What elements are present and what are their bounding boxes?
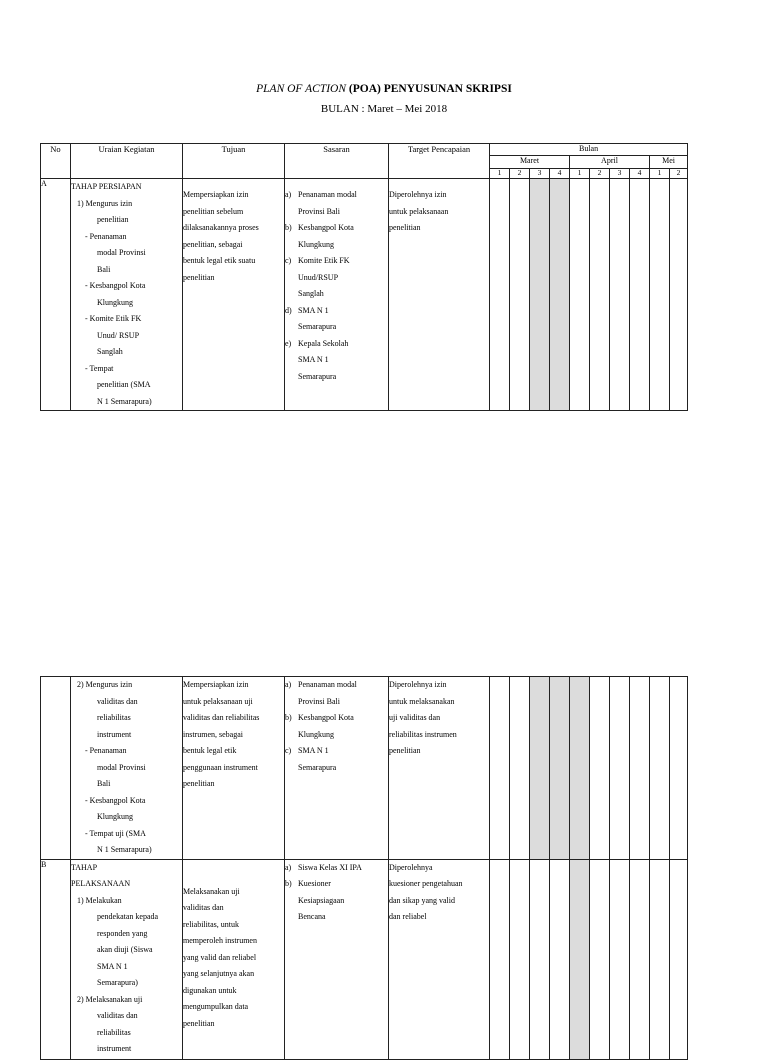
tujuan-line: penelitian sebelum xyxy=(183,206,244,216)
target-cell xyxy=(389,677,490,860)
sasaran-text xyxy=(298,876,344,926)
uraian-line: - Kesbangpol Kota xyxy=(85,281,146,290)
week-cell-9 xyxy=(650,677,670,860)
tujuan-line: bentuk legal etik xyxy=(183,746,237,755)
uraian-line: reliabilitas xyxy=(97,1027,131,1037)
tujuan-line: dilaksanakannya proses xyxy=(183,223,259,232)
week-cell-8 xyxy=(630,859,650,1059)
week-cell-10 xyxy=(670,859,688,1059)
sasaran-line: Kesiapsiagaan xyxy=(298,895,345,905)
tujuan-line: yang selanjutnya akan xyxy=(183,969,255,978)
uraian-line: instrument xyxy=(97,729,132,739)
week-cell-8 xyxy=(630,179,650,411)
target-line: Diperolehnya izin xyxy=(389,190,447,199)
sasaran-item xyxy=(285,253,388,303)
sasaran-marker: a) xyxy=(285,680,292,689)
sasaran-cell xyxy=(285,677,389,860)
sasaran-item xyxy=(285,677,388,710)
sasaran-text xyxy=(298,710,354,743)
uraian-line: N 1 Semarapura) xyxy=(97,845,152,854)
sasaran-marker: e) xyxy=(285,338,292,348)
sasaran-text xyxy=(298,860,362,877)
week-cell-6 xyxy=(590,179,610,411)
week-cell-9 xyxy=(650,179,670,411)
header-week-7: 3 xyxy=(610,168,630,178)
uraian-line: Bali xyxy=(97,264,111,274)
uraian-line: Unud/ RSUP xyxy=(97,330,140,340)
week-cell-4 xyxy=(550,859,570,1059)
sasaran-item xyxy=(285,743,388,776)
sasaran-item xyxy=(285,187,388,220)
sasaran-line: Provinsi Bali xyxy=(298,696,341,706)
title-italic: PLAN OF ACTION xyxy=(256,83,347,95)
sasaran-marker: c) xyxy=(285,746,292,755)
sasaran-text xyxy=(298,677,357,710)
sasaran-line: Klungkung xyxy=(298,729,334,739)
poa-table-page-1 xyxy=(40,143,688,411)
sasaran-marker: d) xyxy=(285,305,292,315)
week-cell-2 xyxy=(510,677,530,860)
tujuan-line: digunakan untuk xyxy=(183,985,237,995)
week-cell-10 xyxy=(670,179,688,411)
uraian-line: instrument xyxy=(97,1044,132,1053)
table-row xyxy=(41,179,688,411)
week-cell-2 xyxy=(510,179,530,411)
sasaran-item xyxy=(285,303,388,336)
sasaran-item xyxy=(285,860,388,877)
uraian-line: akan diuji (Siswa xyxy=(97,945,153,954)
sasaran-item xyxy=(285,336,388,386)
header-week-4: 4 xyxy=(550,168,570,178)
uraian-line: - Tempat uji (SMA xyxy=(85,828,146,838)
header-week-5: 1 xyxy=(570,168,590,178)
week-cell-4 xyxy=(550,179,570,411)
tujuan-line: yang valid dan reliabel xyxy=(183,952,257,962)
uraian-line: 1) Mengurus izin xyxy=(77,198,133,208)
uraian-line: 2) Melaksanakan uji xyxy=(77,994,143,1004)
header-week-3: 3 xyxy=(530,168,550,178)
uraian-cell xyxy=(71,859,183,1059)
sasaran-text xyxy=(298,336,348,386)
document-title xyxy=(0,83,768,95)
header-week-8: 4 xyxy=(630,168,650,178)
sasaran-line: SMA N 1 xyxy=(298,355,329,364)
sasaran-cell xyxy=(285,859,389,1059)
header-week-6: 2 xyxy=(590,168,610,178)
target-line: Diperolehnya izin xyxy=(389,680,447,689)
header-month-mei: Mei xyxy=(650,156,688,168)
document-subtitle: BULAN : Maret – Mei 2018 xyxy=(320,103,448,115)
uraian-line: Klungkung xyxy=(97,812,133,821)
header-bulan: Bulan xyxy=(490,144,688,156)
uraian-cell xyxy=(71,179,183,411)
sasaran-marker: b) xyxy=(285,223,292,232)
week-cell-3 xyxy=(530,179,550,411)
week-cell-1 xyxy=(490,859,510,1059)
tujuan-line: validitas dan reliabilitas xyxy=(183,713,260,722)
tujuan-line: Mempersiapkan izin xyxy=(183,680,249,689)
uraian-line: SMA N 1 xyxy=(97,961,128,971)
target-line: dan reliabel xyxy=(389,912,427,921)
row-number: A xyxy=(41,179,71,411)
sasaran-line: Bencana xyxy=(298,912,326,921)
tujuan-cell xyxy=(183,677,285,860)
sasaran-text xyxy=(298,253,350,303)
sasaran-text xyxy=(298,743,336,776)
tujuan-line: memperoleh instrumen xyxy=(183,936,257,945)
uraian-line: - Tempat xyxy=(85,363,114,373)
header-week-9: 1 xyxy=(650,168,670,178)
uraian-line: penelitian xyxy=(97,215,129,224)
header-sasaran: Sasaran xyxy=(285,144,389,179)
uraian-line: pendekatan kepada xyxy=(97,912,159,921)
week-cell-2 xyxy=(510,859,530,1059)
tujuan-line: instrumen, sebagai xyxy=(183,729,243,739)
week-cell-7 xyxy=(610,859,630,1059)
week-cell-1 xyxy=(490,179,510,411)
target-line: penelitian xyxy=(389,746,421,755)
uraian-line: modal Provinsi xyxy=(97,248,146,257)
tujuan-line: penelitian xyxy=(183,779,215,788)
week-cell-10 xyxy=(670,677,688,860)
tujuan-line: bentuk legal etik suatu xyxy=(183,256,256,265)
sasaran-marker: b) xyxy=(285,713,292,722)
sasaran-line: Semarapura xyxy=(298,322,337,331)
uraian-line: - Komite Etik FK xyxy=(85,314,142,323)
tujuan-cell xyxy=(183,859,285,1059)
sasaran-line: Penanaman modal xyxy=(298,190,357,199)
week-cell-4 xyxy=(550,677,570,860)
header-week-2: 2 xyxy=(510,168,530,178)
row-number xyxy=(41,677,71,860)
target-line: kuesioner pengetahuan xyxy=(389,879,463,888)
target-cell xyxy=(389,859,490,1059)
sasaran-text xyxy=(298,220,354,253)
week-cell-8 xyxy=(630,677,650,860)
tujuan-line: untuk pelaksanaan uji xyxy=(183,696,253,706)
sasaran-line: Semarapura xyxy=(298,762,337,772)
sasaran-line: Penanaman modal xyxy=(298,680,357,689)
uraian-line: - Penanaman xyxy=(85,746,127,755)
poa-table-page-2 xyxy=(40,676,688,1060)
uraian-line: Bali xyxy=(97,779,111,788)
target-line: dan sikap yang valid xyxy=(389,895,455,905)
target-line: Diperolehnya xyxy=(389,862,433,872)
header-month-april: April xyxy=(570,156,650,168)
sasaran-line: Provinsi Bali xyxy=(298,206,341,216)
target-line: untuk melaksanakan xyxy=(389,696,455,706)
tujuan-line: penelitian xyxy=(183,272,215,282)
week-cell-5 xyxy=(570,179,590,411)
tujuan-line: penggunaan instrument xyxy=(183,762,258,772)
week-cell-3 xyxy=(530,677,550,860)
sasaran-line: SMA N 1 xyxy=(298,746,329,755)
sasaran-cell xyxy=(285,179,389,411)
uraian-line: penelitian (SMA xyxy=(97,380,151,389)
sasaran-line: Semarapura xyxy=(298,371,337,381)
uraian-line: responden yang xyxy=(97,928,148,938)
week-cell-5 xyxy=(570,859,590,1059)
sasaran-line: Siswa Kelas XI IPA xyxy=(298,862,362,872)
sasaran-line: SMA N 1 xyxy=(298,305,329,315)
sasaran-marker: a) xyxy=(285,862,292,872)
target-line: uji validitas dan xyxy=(389,713,441,722)
tujuan-line: Melaksanakan uji xyxy=(183,886,240,896)
week-cell-1 xyxy=(490,677,510,860)
uraian-line: 2) Mengurus izin xyxy=(77,680,133,689)
sasaran-line: Sanglah xyxy=(298,289,324,298)
uraian-line: Klungkung xyxy=(97,297,133,307)
uraian-line: Sanglah xyxy=(97,347,123,356)
sasaran-marker: b) xyxy=(285,879,292,888)
sasaran-item xyxy=(285,710,388,743)
sasaran-line: Komite Etik FK xyxy=(298,256,350,265)
header-month-maret: Maret xyxy=(490,156,570,168)
tujuan-cell xyxy=(183,179,285,411)
week-cell-6 xyxy=(590,859,610,1059)
header-tujuan: Tujuan xyxy=(183,144,285,179)
uraian-line: 1) Melakukan xyxy=(77,895,122,905)
week-cell-7 xyxy=(610,179,630,411)
uraian-cell xyxy=(71,677,183,860)
sasaran-line: Kuesioner xyxy=(298,879,331,888)
uraian-line: reliabilitas xyxy=(97,713,131,722)
uraian-line: validitas dan xyxy=(97,1011,138,1020)
header-week-1: 1 xyxy=(490,168,510,178)
header-week-10: 2 xyxy=(670,168,688,178)
uraian-line: - Penanaman xyxy=(85,231,127,241)
tujuan-line: Mempersiapkan izin xyxy=(183,190,249,199)
uraian-line: N 1 Semarapura) xyxy=(97,396,152,406)
sasaran-item xyxy=(285,876,388,926)
tujuan-line: penelitian, sebagai xyxy=(183,239,243,249)
uraian-line: PELAKSANAAN xyxy=(71,879,131,888)
sasaran-line: Klungkung xyxy=(298,239,334,249)
target-cell xyxy=(389,179,490,411)
tujuan-line: reliabilitas, untuk xyxy=(183,919,239,929)
uraian-line: - Kesbangpol Kota xyxy=(85,795,146,805)
week-cell-9 xyxy=(650,859,670,1059)
uraian-line: TAHAP xyxy=(71,862,98,872)
sasaran-marker: a) xyxy=(285,190,292,199)
header-no: No xyxy=(41,144,71,179)
tujuan-line: penelitian xyxy=(183,1018,215,1028)
week-cell-6 xyxy=(590,677,610,860)
row-number: B xyxy=(41,859,71,1059)
sasaran-line: Kesbangpol Kota xyxy=(298,713,354,722)
tujuan-line: validitas dan xyxy=(183,903,224,912)
sasaran-line: Kepala Sekolah xyxy=(298,338,349,348)
title-bold: (POA) PENYUSUNAN SKRIPSI xyxy=(348,83,512,95)
table-row xyxy=(41,859,688,1059)
uraian-line: validitas dan xyxy=(97,696,138,706)
week-cell-3 xyxy=(530,859,550,1059)
uraian-line: TAHAP PERSIAPAN xyxy=(71,182,142,191)
header-uraian: Uraian Kegiatan xyxy=(71,144,183,179)
target-line: untuk pelaksanaan xyxy=(389,206,449,216)
sasaran-line: Kesbangpol Kota xyxy=(298,223,354,232)
header-target: Target Pencapaian xyxy=(389,144,490,179)
sasaran-text xyxy=(298,303,336,336)
tujuan-line: mengumpulkan data xyxy=(183,1002,249,1011)
sasaran-line: Unud/RSUP xyxy=(298,272,339,282)
week-cell-7 xyxy=(610,677,630,860)
uraian-line: modal Provinsi xyxy=(97,762,146,772)
sasaran-item xyxy=(285,220,388,253)
week-cell-5 xyxy=(570,677,590,860)
sasaran-marker: c) xyxy=(285,256,292,265)
sasaran-text xyxy=(298,187,357,220)
table-row xyxy=(41,677,688,860)
target-line: reliabilitas instrumen xyxy=(389,729,457,739)
uraian-line: Semarapura) xyxy=(97,978,138,987)
target-line: penelitian xyxy=(389,223,421,232)
